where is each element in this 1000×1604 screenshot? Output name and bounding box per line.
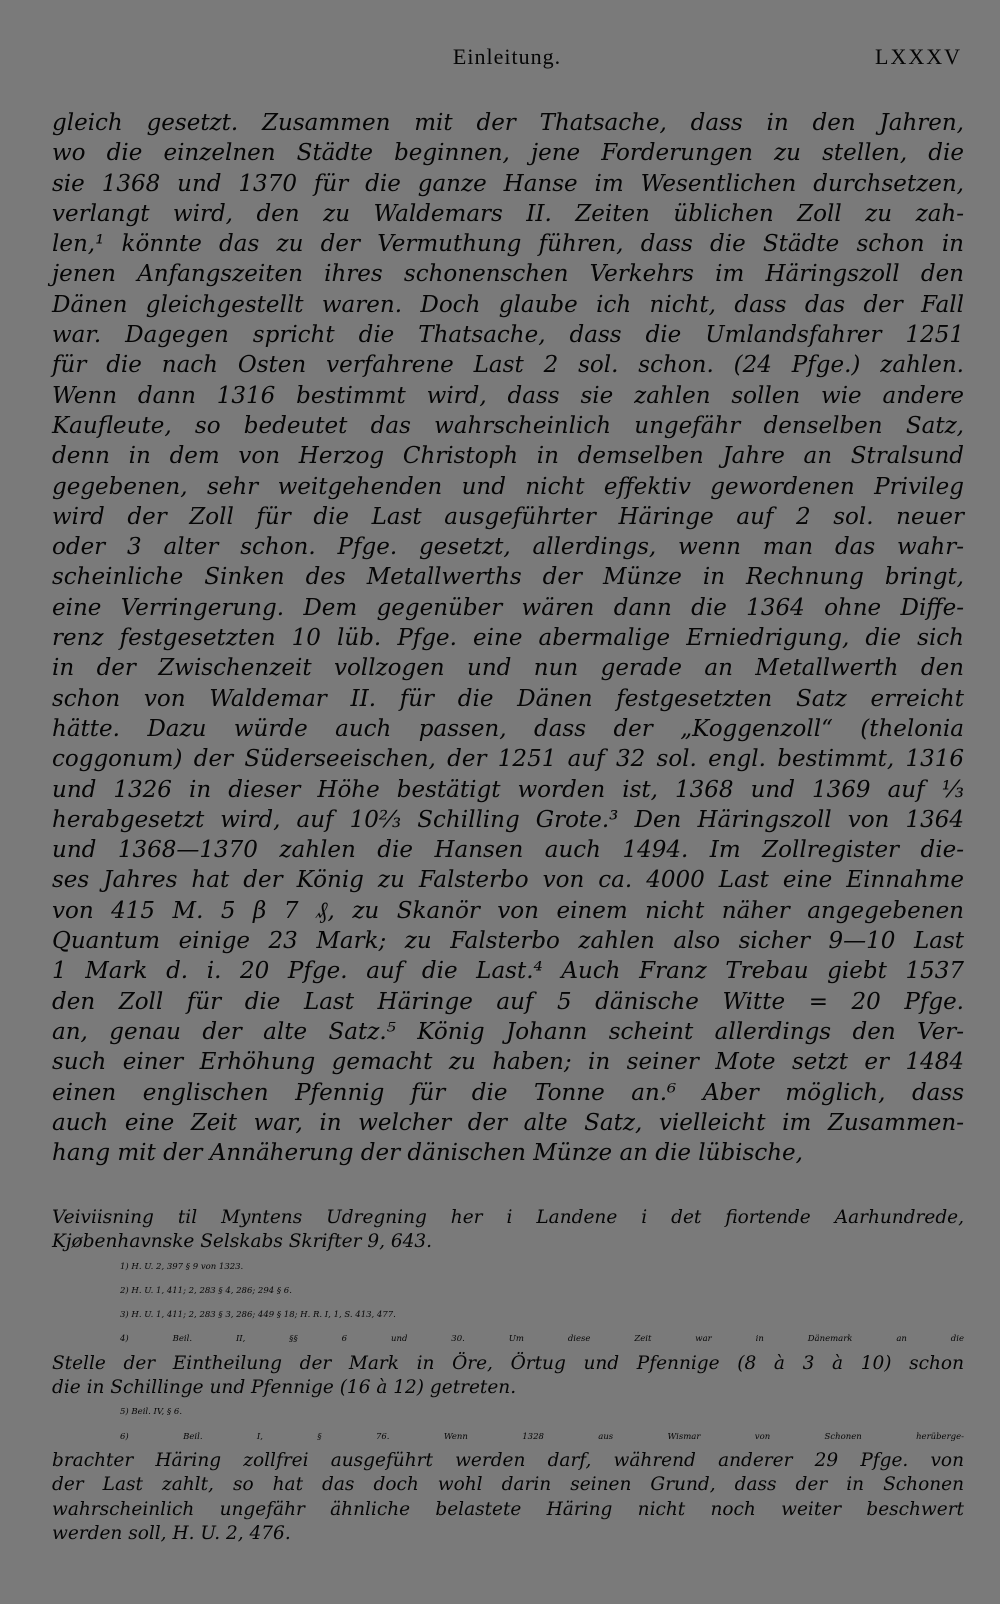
body-line: an, genau der alte Satz.⁵ König Johann scheint allerdings den Ver- (52, 1018, 964, 1045)
body-line: auch eine Zeit war, in welcher der alte Satz, vielleicht im Zusammen- (52, 1109, 964, 1136)
body-line: oder 3 alter schon. Pfge. gesetzt, allerdings, wenn man das wahr- (52, 534, 964, 561)
body-line: einen englischen Pfennig für die Tonne an.⁶ Aber möglich, dass (52, 1079, 964, 1106)
footnote-line: Veiviisning til Myntens Udregning her i Landene i det fiortende Aarhundrede, (52, 1207, 964, 1228)
body-line: Wenn dann 1316 bestimmt wird, dass sie zahlen sollen wie andere (52, 382, 964, 409)
body-line: schon von Waldemar II. für die Dänen festgesetzten Satz erreicht (52, 685, 964, 712)
body-line: für die nach Osten verfahrene Last 2 sol. schon. (24 Pfge.) zahlen. (52, 352, 964, 379)
body-line: gegebenen, sehr weitgehenden und nicht effektiv gewordenen Privileg (52, 473, 964, 500)
body-line: Dänen gleichgestellt waren. Doch glaube ich nicht, dass das der Fall (52, 291, 964, 318)
body-line: und 1368—1370 zahlen die Hansen auch 1494. Im Zollregister die- (52, 837, 964, 864)
body-line: verlangt wird, den zu Waldemars II. Zeiten üblichen Zoll zu zah- (52, 200, 964, 227)
body-line: und 1326 in dieser Höhe bestätigt worden ist, 1368 und 1369 auf ⅓ (52, 776, 964, 803)
body-line: coggonum) der Süderseeischen, der 1251 auf 32 sol. engl. bestimmt, 1316 (52, 746, 964, 773)
body-line: sie 1368 und 1370 für die ganze Hanse im Wesentlichen durchsetzen, (52, 170, 964, 197)
body-line: hätte. Dazu würde auch passen, dass der „Koggenzoll“ (thelonia (52, 715, 964, 742)
footnote-line: Kjøbenhavnske Selskabs Skrifter 9, 643. (52, 1231, 433, 1253)
footnote-line: 2) H. U. 1, 411; 2, 283 § 4, 286; 294 § 6. (120, 1285, 292, 1296)
body-line: gleich gesetzt. Zusammen mit der Thatsache, dass in den Jahren, (52, 110, 964, 136)
body-line: jenen Anfangszeiten ihres schonenschen Verkehrs im Häringszoll den (52, 261, 964, 288)
footnote-line: 3) H. U. 1, 411; 2, 283 § 3, 286; 449 § 18; H. R. I, 1, S. 413, 477. (120, 1310, 396, 1321)
body-line: herabgesetzt wird, auf 10⅔ Schilling Grote.³ Den Häringszoll von 1364 (52, 806, 964, 833)
body-line: Kaufleute, so bedeutet das wahrscheinlich ungefähr denselben Satz, (52, 412, 964, 439)
footnote-line: Stelle der Eintheilung der Mark in Öre, Örtug und Pfennige (8 à 3 à 10) schon (52, 1352, 964, 1374)
body-line: eine Verringerung. Dem gegenüber wären dann die 1364 ohne Diffe- (52, 594, 964, 621)
body-line: len,¹ könnte das zu der Vermuthung führen, dass die Städte schon in (52, 231, 964, 258)
running-title: Einleitung. (452, 44, 562, 69)
page-number: LXXXV (875, 44, 962, 69)
footnote-line: werden soll, H. U. 2, 476. (52, 1522, 291, 1544)
body-line: von 415 M. 5 β 7 ₰, zu Skanör von einem nicht näher angegebenen (52, 897, 964, 924)
footnote-line: die in Schillinge und Pfennige (16 à 12) getreten. (52, 1377, 517, 1399)
body-line: war. Dagegen spricht die Thatsache, dass die Umlandsfahrer 1251 (52, 322, 964, 349)
footnote-line: 5) Beil. IV, § 6. (120, 1407, 183, 1418)
body-line: Quantum einige 23 Mark; zu Falsterbo zahlen also sicher 9—10 Last (52, 928, 964, 955)
body-line: den Zoll für die Last Häringe auf 5 dänische Witte = 20 Pfge. (52, 988, 964, 1015)
footnote-line: 4) Beil. II, §§ 6 und 30. Um diese Zeit war in Dänemark an die (120, 1334, 964, 1345)
body-line: such einer Erhöhung gemacht zu haben; in seiner Mote setzt er 1484 (52, 1049, 964, 1076)
body-line: wo die einzelnen Städte beginnen, jene Forderungen zu stellen, die (52, 140, 964, 167)
footnote-line: 6) Beil. I, § 76. Wenn 1328 aus Wismar von Schonen herüberge- (120, 1431, 964, 1442)
body-line: ses Jahres hat der König zu Falsterbo von ca. 4000 Last eine Einnahme (52, 867, 964, 894)
body-line: 1 Mark d. i. 20 Pfge. auf die Last.⁴ Auch Franz Trebau giebt 1537 (52, 958, 964, 985)
body-line: denn in dem von Herzog Christoph in demselben Jahre an Stralsund (52, 443, 964, 470)
footnote-line: 1) H. U. 2, 397 § 9 von 1323. (120, 1261, 244, 1272)
body-line: hang mit der Annäherung der dänischen Münze an die lübische, (52, 1140, 803, 1167)
body-line: renz festgesetzten 10 lüb. Pfge. eine abermalige Erniedrigung, die sich (52, 625, 964, 652)
footnote-line: der Last zahlt, so hat das doch wohl darin seinen Grund, dass der in Schonen (52, 1474, 964, 1496)
footnote-line: wahrscheinlich ungefähr ähnliche belastete Häring nicht noch weiter beschwert (52, 1498, 964, 1520)
body-line: wird der Zoll für die Last ausgeführter Häringe auf 2 sol. neuer (52, 503, 964, 530)
body-line: in der Zwischenzeit vollzogen und nun gerade an Metallwerth den (52, 655, 964, 682)
footnote-line: brachter Häring zollfrei ausgeführt werden darf, während anderer 29 Pfge. von (52, 1449, 964, 1471)
running-header (52, 44, 962, 78)
body-text (52, 108, 964, 1168)
footnotes (52, 1206, 964, 1546)
body-line: scheinliche Sinken des Metallwerths der Münze in Rechnung bringt, (52, 564, 964, 591)
